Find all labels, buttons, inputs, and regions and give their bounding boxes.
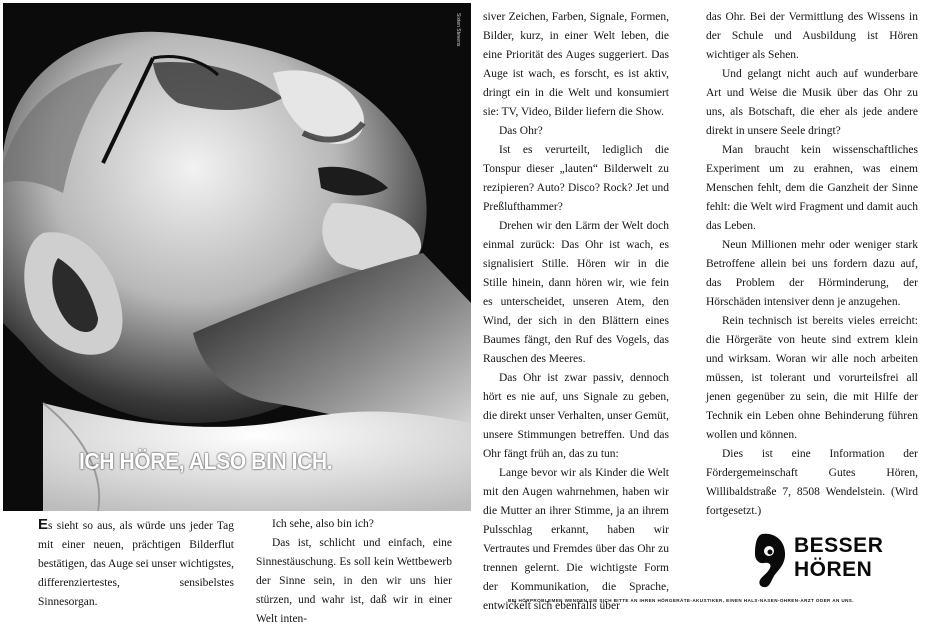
- logo-line-2: HÖREN: [794, 558, 873, 581]
- text-column-1: [38, 515, 234, 612]
- intro-paragraph: [38, 515, 234, 612]
- man-listening-illustration: [3, 3, 471, 511]
- portrait-photo: [3, 3, 471, 511]
- paragraph: siver Zeichen, Farben, Signale, Formen, Bilder, kurz, in einer Welt leben, die eine Priorität des Auges suggeriert. Das Auge ist wach, es forscht, es ist aktiv, dringt ein in die Welt und konsumiert sie: TV, Video, Bilder liefern die Show.: [483, 11, 669, 118]
- paragraph: Das ist, schlicht und einfach, eine Sinnestäuschung. Es soll kein Wettbewerb der Sinne sein, in den wir uns hier stürzen, und wahr ist, daß wir in einer Welt inten-: [256, 537, 452, 625]
- footer-note: BEI HÖRPROBLEMEN WENDEN SIE SICH BITTE AN IHREN HÖRGERÄTE-AKUSTIKER, EINEN HALS-NASEN-OHREN-ARZT ODER AN UNS.: [508, 598, 854, 603]
- text-column-4: [706, 8, 918, 521]
- paragraph: Man braucht kein wissenschaftliches Experiment um zu erahnen, was einem Menschen fehlt, dem die Ganzheit der Sinne fehlt: die Welt wird Fragment und damit auch das Leben.: [706, 144, 918, 232]
- besser-hoeren-logo: [752, 532, 892, 588]
- paragraph: Ich sehe, also bin ich?: [272, 518, 374, 530]
- paragraph: Lange bevor wir als Kinder die Welt mit den Augen wahrnehmen, haben wir die Mutter an ihrer Stimme, ja an ihrem Pulsschlag erkannt, haben wir Vertrautes und Fremdes über das Ohr zu trennen gelernt. Die wichtigste Form der Kommunikation, die Sprache, entwickelt sich ebenfalls über: [483, 467, 669, 612]
- paragraph: Dies ist eine Information der Fördergemeinschaft Gutes Hören, Willibaldstraße 7, 8508 Wendelstein. (Wird fortgesetzt.): [706, 448, 918, 517]
- paragraph: das Ohr. Bei der Vermittlung des Wissens in der Schule und Ausbildung ist Hören wichtiger als Sehen.: [706, 11, 918, 61]
- headline: ICH HÖRE, ALSO BIN ICH.: [79, 448, 333, 474]
- paragraph: Neun Millionen mehr oder weniger stark Betroffene allein bei uns fordern dazu auf, das Problem der Hörminderung, der Hörschäden intensiver denn je anzugehen.: [706, 239, 918, 308]
- paragraph: Ist es verurteilt, lediglich die Tonspur dieser „lauten“ Bilderwelt zu rezipieren? Auto? Disco? Rock? Jet und Preßlufthammer?: [483, 144, 669, 213]
- paragraph: Und gelangt nicht auch auf wunderbare Art und Weise die Musik über das Ohr zu uns, als Botschaft, die eher als jede andere direkt in unsere Seele dringt?: [706, 68, 918, 137]
- logo-wordmark: [794, 534, 883, 582]
- paragraph: Das Ohr?: [499, 125, 543, 137]
- logo-line-1: BESSER: [794, 534, 884, 557]
- intro-text: s sieht so aus, als würde uns jeder Tag mit einer neuen, prächtigen Bilderflut bestätigen, das Auge sei unser wichtigstes, differenziertestes, sensibelstes Sinnesorgan.: [38, 520, 234, 608]
- text-column-2: [256, 515, 452, 629]
- paragraph: Drehen wir den Lärm der Welt doch einmal zurück: Das Ohr ist wach, es signalisiert Stille. Hören wir in die Stille hinein, dann hören wir, wie fein es unterscheidet, unseren Atem, den Wind, der sich in den Blättern eines Baumes fängt, den Ruf des Vogels, das Rauschen des Meeres.: [483, 220, 669, 365]
- drop-cap: E: [38, 516, 49, 533]
- paragraph: Das Ohr ist zwar passiv, dennoch hört es nie auf, uns Signale zu geben, die direkt unser Verhalten, unser Gemüt, unsere Stimmungen betreffen. Und das Ohr fängt früh an, das zu tun:: [483, 372, 669, 460]
- paragraph: Rein technisch ist bereits vieles erreicht: die Hörgeräte von heute sind extrem klein und wirksam. Woran wir alle noch arbeiten müssen, ist tolerant und vorurteilsfrei all jenen gegenüber zu sein, die mit Hilfe der Technik ein Leben ohne Behinderung führen wollen und können.: [706, 315, 918, 441]
- photo-credit: Sixten Stevens: [455, 13, 461, 47]
- text-column-3: [483, 8, 669, 616]
- ear-logo-icon: [752, 532, 788, 588]
